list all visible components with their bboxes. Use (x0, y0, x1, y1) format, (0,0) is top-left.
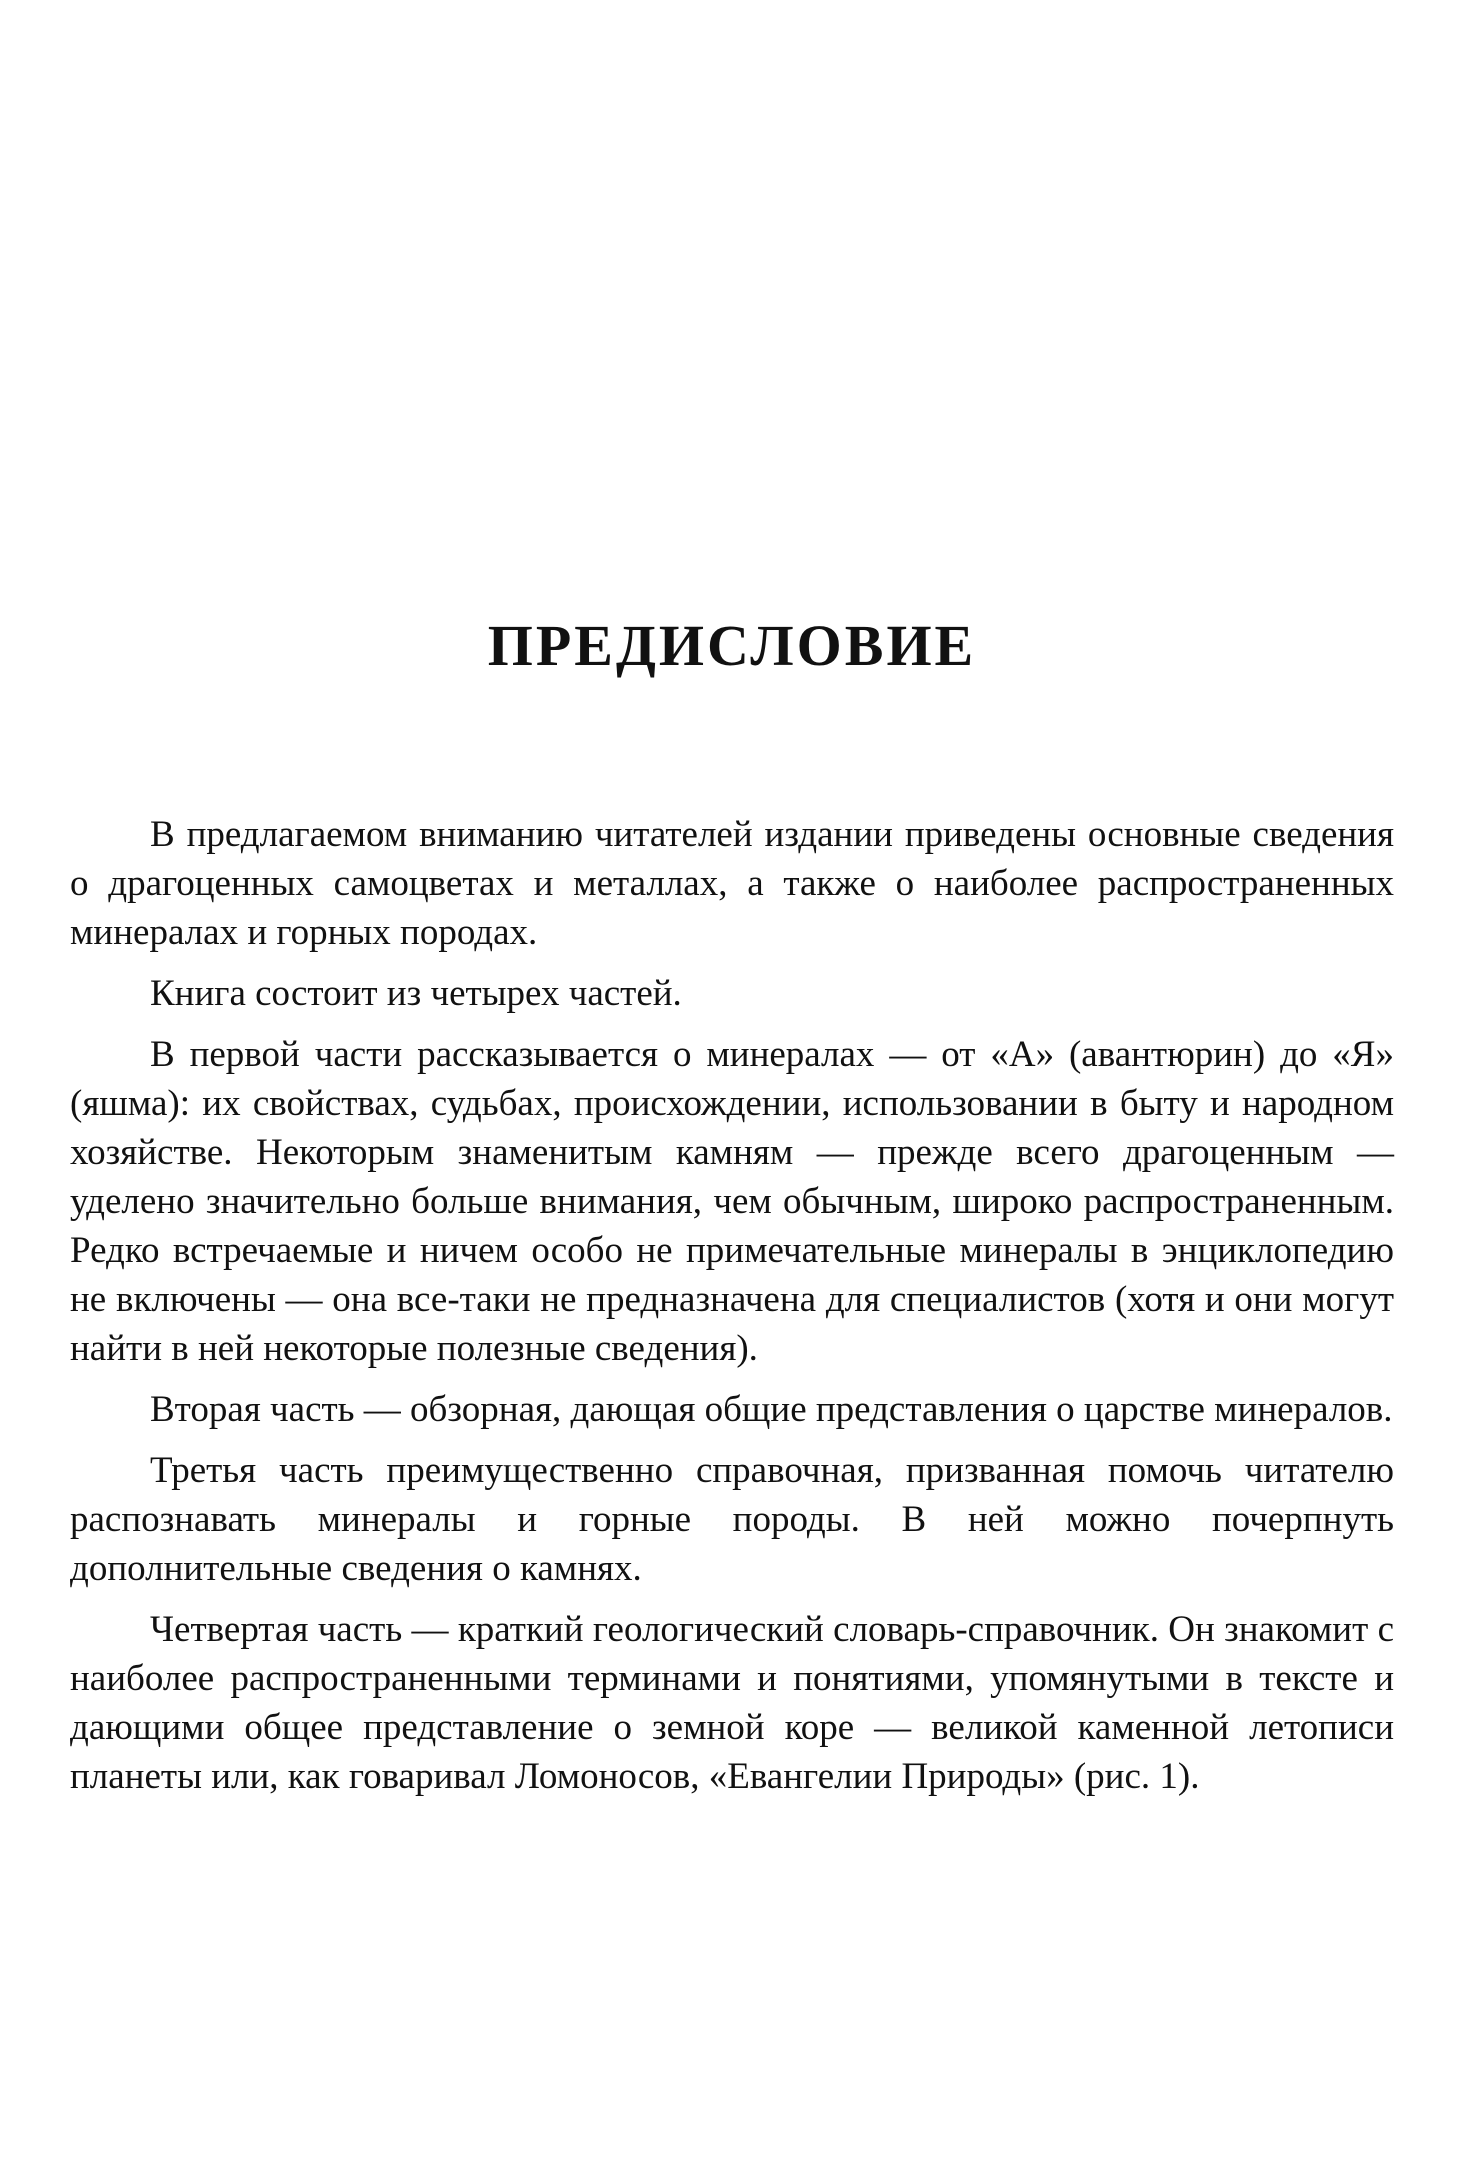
paragraph-intro: В предлагаемом вниманию читателей издании приведены основные сведения о драгоценных самоцветах и металлах, а также о наиболее распространенных минералах и горных породах. (70, 814, 1394, 953)
paragraph-part-three: Третья часть преимущественно справочная, призванная помочь читателю распознавать минералы и горные породы. В ней можно почерпнуть дополнительные сведения о камнях. (70, 1450, 1394, 1589)
page-title: ПРЕДИСЛОВИЕ (487, 613, 977, 678)
preface-body (70, 810, 1394, 1813)
paragraph-parts-count: Книга состоит из четырех частей. (150, 973, 682, 1014)
paragraph-part-one: В первой части рассказывается о минералах — от «А» (авантюрин) до «Я» (яшма): их свойствах, судьбах, происхождении, использовании в быту и народном хозяйстве. Некоторым знаменитым камням — прежде всего драгоценным — уделено значительно больше внимания, чем обычным, широко распространенным. Редко встречаемые и ничем особо не примечательные минералы в энциклопедию не включены — она все-таки не предназначена для специалистов (хотя и они могут найти в ней некоторые полезные сведения). (70, 1034, 1394, 1369)
paragraph-part-two: Вторая часть — обзорная, дающая общие представления о царстве минералов. (150, 1389, 1393, 1430)
paragraph-part-four: Четвертая часть — краткий геологический словарь-справочник. Он знакомит с наиболее распространенными терминами и понятиями, упомянутыми в тексте и дающими общее представление о земной коре — великой каменной летописи планеты или, как говаривал Ломоносов, «Евангелии Природы» (рис. 1). (70, 1609, 1394, 1797)
